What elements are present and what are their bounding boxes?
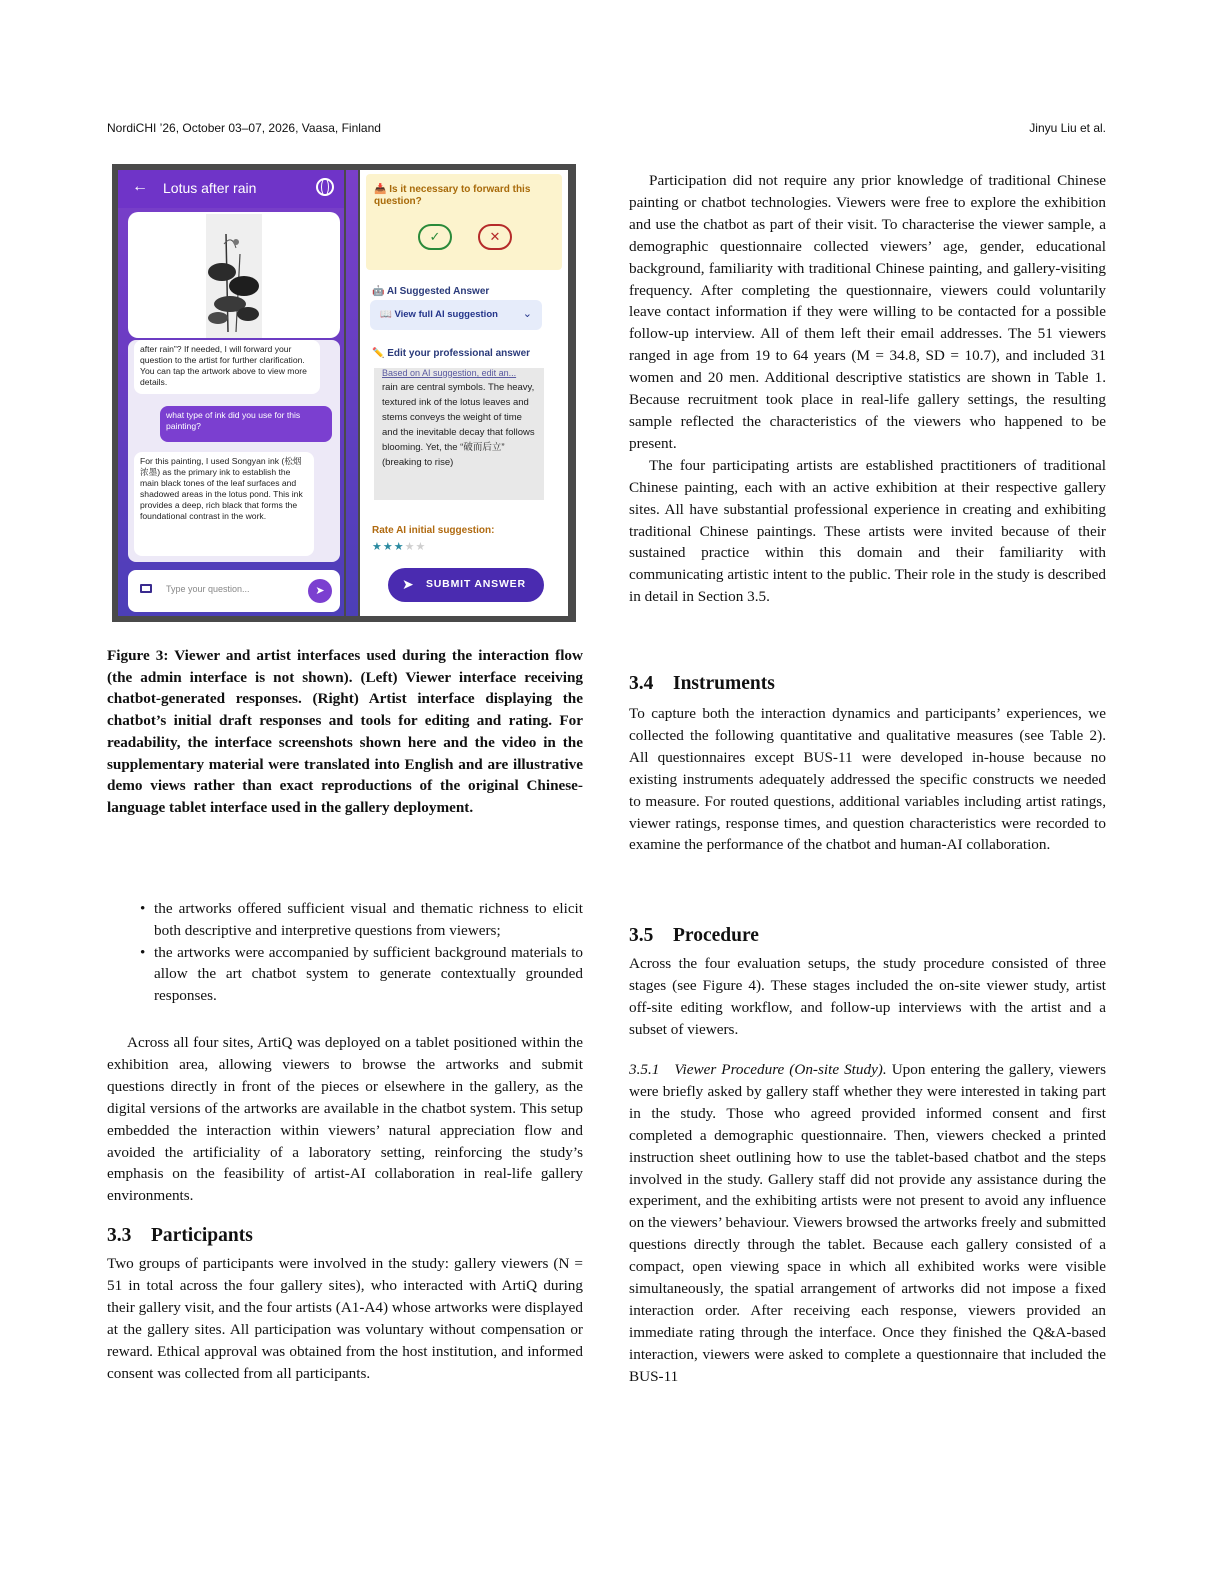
figure-3 — [112, 164, 576, 622]
reject-forward-button[interactable]: ✕ — [478, 224, 512, 250]
list-item: • the artworks were accompanied by sufficient background materials to allow the art chatbot system to generate contextually grounded responses. — [140, 943, 583, 1005]
right-column-intro: Participation did not require any prior knowledge of traditional Chinese painting or chatbot technologies. Viewers were free to explore the exhibition and use the chatbot as part of their visit. To characterise the viewer sample, a demographic questionnaire collected viewers’ age, gender, educational background, familiarity with traditional Chinese painting, and gallery-visiting frequency. After completing the questionnaire, viewers could voluntarily leave contact information if they were willing to be contacted for a possible follow-up interview. All of them left their email addresses. The 51 viewers ranged in age from 19 to 64 years (M = 34.8, SD = 10.7), and included 31 women and 20 men. Additional descriptive statistics are shown in Table 1. Because recruitment took place in real-life gallery settings, the resulting sample reflected the characteristics of the viewers who happened to be present. The four participating artists are established practitioners of traditional Chinese painting, each with an active exhibition at their respective gallery sites. All have substantial professional experience in creating and exhibiting traditional Chinese paintings. These artists were invited because of their sustained practice within this domain and their familiarity with communicating artistic intent to the public. Their role in the study is described in detail in Section 3.5. — [629, 172, 1106, 606]
instruments-paragraph: To capture both the interaction dynamics and participants’ experiences, we collected the following quantitative and qualitative measures (see Table 2). All questionnaires except BUS-11 were developed in-house because no existing instruments adequately addressed the specific constructs we needed to measure. For routed questions, additional variables including artist ratings, viewer ratings, response times, and question characteristics were recorded to examine the performance of the chatbot and human-AI collaboration. — [629, 705, 1106, 854]
send-icon: ➤ — [402, 576, 414, 592]
running-header-right: Jinyu Liu et al. — [1029, 121, 1106, 135]
answer-editor[interactable] — [374, 368, 544, 500]
participants-paragraph: Two groups of participants were involved in the study: gallery viewers (N = 51 in total across the four gallery sites), who interacted with ArtiQ during their gallery visit, and the four artists (A1-A4) whose artworks were displayed at the gallery sites. All participation was voluntary without compensation or reward. Ethical approval was obtained from the host institution, and informed consent was collected from all participants. — [107, 1255, 583, 1382]
send-button[interactable]: ➤ — [308, 579, 332, 603]
criteria-list — [138, 898, 583, 1007]
forward-question-box — [366, 174, 562, 270]
bot-message: For this painting, I used Songyan ink (松烟浓墨) as the primary ink to establish the main black tones of the leaf surfaces and shadowed areas in the lotus pond. This ink provides a deep, rich black that forms the foundational contrast in the work. — [134, 452, 314, 556]
list-item: • the artworks offered sufficient visual and thematic richness to elicit both descriptive and interpretive questions from viewers; — [140, 900, 583, 939]
ai-suggested-answer-label: 🤖 AI Suggested Answer — [372, 286, 490, 297]
chat-icon — [140, 584, 152, 593]
tablet-edge — [346, 170, 358, 616]
rating-stars[interactable] — [372, 540, 426, 553]
bot-message: after rain”? If needed, I will forward your question to the artist for further clarification. You can tap the artwork above to view more details. — [134, 340, 320, 394]
chat-thread[interactable] — [128, 340, 340, 562]
back-arrow-icon[interactable]: ← — [132, 178, 148, 195]
star-icon[interactable]: ★ — [404, 541, 416, 553]
question-input-bar[interactable] — [128, 570, 340, 612]
star-icon[interactable]: ★ — [382, 541, 394, 553]
star-icon[interactable]: ★ — [393, 541, 405, 553]
question-input[interactable]: Type your question... — [166, 584, 250, 594]
view-full-suggestion-label: 📖 View full AI suggestion — [380, 309, 498, 320]
submit-answer-label: SUBMIT ANSWER — [426, 578, 526, 590]
section-3-3-heading: 3.3 Participants — [107, 1225, 253, 1246]
editor-placeholder: Based on AI suggestion, edit an... — [382, 368, 517, 378]
lotus-painting-image[interactable] — [206, 214, 262, 338]
procedure-paragraph: Across the four evaluation setups, the study procedure consisted of three stages (see Figure 4). These stages included the on-site viewer study, artist off-site editing workflow, and follow-up interviews with the artist and a subset of viewers. — [629, 955, 1106, 1038]
viewer-procedure-paragraph: 3.5.1 Viewer Procedure (On-site Study). Upon entering the gallery, viewers were briefly asked by gallery staff whether they were interested in taking part in the study. Those who agreed provided informed consent and first completed a demographic questionnaire. Then, viewers checked a printed instruction sheet outlining how to use the tablet-based chatbot and the steps involved in the study. Gallery staff did not provide any assistance during the experiment, and the exhibiting artists were not present to avoid any influence on the viewers’ behaviour. Viewers browsed the artworks freely and submitted questions directly through the tablet. Because each gallery consisted of a compact, open viewing space in which all exhibited works were visible simultaneously, the spatial arrangement of artworks did not impose a fixed interaction order. After receiving each response, viewers provided an immediate rating through the interface. Once they finished the Q&A-based interaction, viewers were asked to complete a questionnaire that included the BUS-11 — [629, 1061, 1106, 1385]
artwork-card[interactable] — [128, 212, 340, 338]
globe-icon[interactable] — [316, 178, 334, 196]
edit-answer-label: ✏️ Edit your professional answer — [372, 348, 531, 359]
viewer-interface — [118, 170, 344, 616]
rate-suggestion-label: Rate AI initial suggestion: — [372, 525, 495, 536]
editor-text[interactable]: rain are central symbols. The heavy, textured ink of the lotus leaves and stems conveys the weight of time and the inevitable decay that follows blooming. Yet, the “破而后立” (breaking to rise) — [382, 382, 535, 468]
view-full-suggestion-toggle[interactable] — [370, 300, 542, 330]
inbox-icon: 📥 — [374, 184, 390, 195]
artwork-title: Lotus after rain — [163, 180, 257, 196]
deployment-paragraph: Across all four sites, ArtiQ was deployed on a tablet positioned within the exhibition area, allowing viewers to browse the artworks and submit questions directly in front of the pieces or elsewhere in the gallery, as the digital versions of the artworks are available in the chatbot system. This setup embedded the interaction within viewers’ natural appreciation flow and avoided the artificiality of a laboratory setting, reinforcing the study’s emphasis on the feasibility of artist-AI collaboration in real-life gallery environments. — [107, 1034, 583, 1205]
approve-forward-button[interactable]: ✓ — [418, 224, 452, 250]
star-icon[interactable]: ★ — [372, 541, 383, 553]
figure-caption: Figure 3: Viewer and artist interfaces used during the interaction flow (the admin interface is not shown). (Left) Viewer interface receiving chatbot-generated responses. (Right) Artist interface displaying the chatbot’s initial draft responses and tools for editing and rating. For readability, the interface screenshots shown here and the video in the supplementary material were translated into English and are illustrative demo views rather than exact reproductions of the original Chinese-language tablet interface used in the gallery deployment. — [107, 647, 583, 816]
star-icon[interactable]: ★ — [415, 541, 427, 553]
subsection-3-5-1-heading: 3.5.1 Viewer Procedure (On-site Study). — [629, 1061, 887, 1078]
section-3-5-heading: 3.5 Procedure — [629, 925, 759, 946]
chevron-down-icon: ⌄ — [522, 308, 532, 320]
artist-interface — [360, 170, 568, 616]
section-3-4-heading: 3.4 Instruments — [629, 673, 775, 694]
viewer-topbar — [118, 170, 344, 208]
running-header-left: NordiCHI ’26, October 03–07, 2026, Vaasa, Finland — [107, 121, 381, 135]
forward-question-text: 📥 Is it necessary to forward this question? — [374, 184, 531, 207]
submit-answer-button[interactable] — [388, 568, 544, 602]
user-message: what type of ink did you use for this painting? — [160, 406, 332, 442]
